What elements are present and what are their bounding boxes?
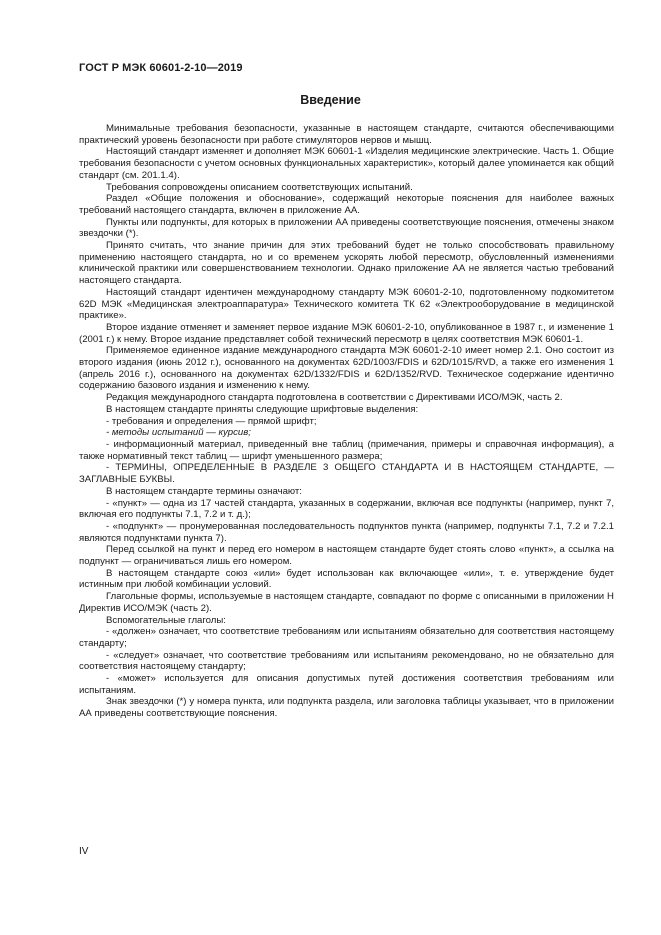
document-body	[79, 123, 614, 720]
paragraph: Второе издание отменяет и заменяет первое издание МЭК 60601-2-10, опубликованное в 1987 г., и изменение 1 (2001 г.) к нему. Второе издание представляет собой технический пересмотр в целях соответствия МЭК 60601-1.	[79, 321, 614, 345]
list-item: - «пункт» — одна из 17 частей стандарта, указанных в содержании, включая все подпункты (например, пункт 7, включая его подпункты 7.1, 7.2 и т. д.);	[79, 497, 614, 521]
paragraph: В настоящем стандарте приняты следующие шрифтовые выделения:	[106, 403, 419, 415]
paragraph: Знак звездочки (*) у номера пункта, или подпункта раздела, или заголовка таблицы указывает, что в приложении АА приведены соответствующие пояснения.	[79, 696, 614, 720]
paragraph: Глагольные формы, используемые в настоящем стандарте, совпадают по форме с описанными в приложении Н Директив ИСО/МЭК (часть 2).	[79, 591, 614, 614]
paragraph: Минимальные требования безопасности, указанные в настоящем стандарте, считаются обеспечивающими практический уровень безопасности при работе стимуляторов нервов и мышц.	[79, 123, 614, 146]
list-item: - «должен» означает, что соответствие требованиям или испытаниям обязательно для соответствия настоящему стандарту;	[79, 626, 614, 649]
paragraph: Вспомогательные глаголы:	[106, 614, 226, 626]
paragraph: В настоящем стандарте термины означают:	[106, 485, 302, 497]
paragraph: В настоящем стандарте союз «или» будет использован как включающее «или», т. е. утверждение будет истинным при любой комбинации условий.	[79, 567, 614, 591]
list-item: - «следует» означает, что соответствие требованиям или испытаниям рекомендовано, но не обязательно для соответствия настоящему стандарту;	[79, 649, 614, 673]
page-number: IV	[79, 846, 89, 857]
document-header: ГОСТ Р МЭК 60601-2-10—2019	[79, 62, 243, 74]
list-item: - «подпункт» — пронумерованная последовательность подпунктов пункта (например, подпункты 7.1, 7.2 и 7.2.1 являются подпунктами пункта 7).	[79, 520, 614, 544]
paragraph: Перед ссылкой на пункт и перед его номером в настоящем стандарте будет стоять слово «пункт», а ссылка на подпункт — ограничиваться лишь его номером.	[79, 544, 614, 568]
list-item: - информационный материал, приведенный вне таблиц (примечания, примеры и справочная информация), а также нормативный текст таблиц — шрифт уменьшенного размера;	[79, 438, 614, 462]
paragraph: Пункты или подпункты, для которых в приложении АА приведены соответствующие пояснения, отмечены знаком звездочки (*).	[79, 216, 614, 240]
paragraph: Настоящий стандарт изменяет и дополняет МЭК 60601-1 «Изделия медицинские электрические. Часть 1. Общие требования безопасности с учетом основных функциональных характеристик», который далее упоминается как общий стандарт (см. 201.1.4).	[79, 146, 614, 181]
paragraph: Применяемое единенное издание международного стандарта МЭК 60601-2-10 имеет номер 2.1. Оно состоит из второго издания (июнь 2012 г.), основанного на документах 62D/1003/FDIS и 62D/1015/RVD, а также его изменения 1 (апрель 2016 г.), основанного на документах 62D/1332/FDIS и 62D/1352/RVD. Техническое содержание идентично содержанию базового издания и изменению к нему.	[79, 345, 614, 392]
paragraph: Настоящий стандарт идентичен международному стандарту МЭК 60601-2-10, подготовленному подкомитетом 62D МЭК «Медицинская электроаппаратура» Технического комитета ТК 62 «Электрооборудование в медицинской практике».	[79, 286, 614, 322]
list-item: - требования и определения — прямой шрифт;	[106, 415, 317, 427]
section-title: Введение	[300, 93, 361, 107]
paragraph: Требования сопровождены описанием соответствующих испытаний.	[106, 181, 413, 193]
paragraph: Раздел «Общие положения и обоснование», содержащий некоторые пояснения для наиболее важных требований настоящего стандарта, включен в приложение АА.	[79, 193, 614, 216]
paragraph: Редакция международного стандарта подготовлена в соответствии с Директивами ИСО/МЭК, часть 2.	[106, 392, 563, 404]
list-item: - «может» используется для описания допустимых путей достижения соответствия требованиям или испытаниям.	[79, 673, 614, 696]
paragraph: Принято считать, что знание причин для этих требований будет не только способствовать правильному применению настоящего стандарта, но и со временем ускорять любой пересмотр, обусловленный изменениями клинической практики или совершенствованием технологии. Однако приложение АА не является частью требований настоящего стандарта.	[79, 240, 614, 287]
list-item: - методы испытаний — курсив;	[106, 427, 251, 439]
list-item: - ТЕРМИНЫ, ОПРЕДЕЛЕННЫЕ В РАЗДЕЛЕ 3 ОБЩЕГО СТАНДАРТА И В НАСТОЯЩЕМ СТАНДАРТЕ, — ЗАГЛАВНЫЕ БУКВЫ.	[79, 462, 614, 486]
